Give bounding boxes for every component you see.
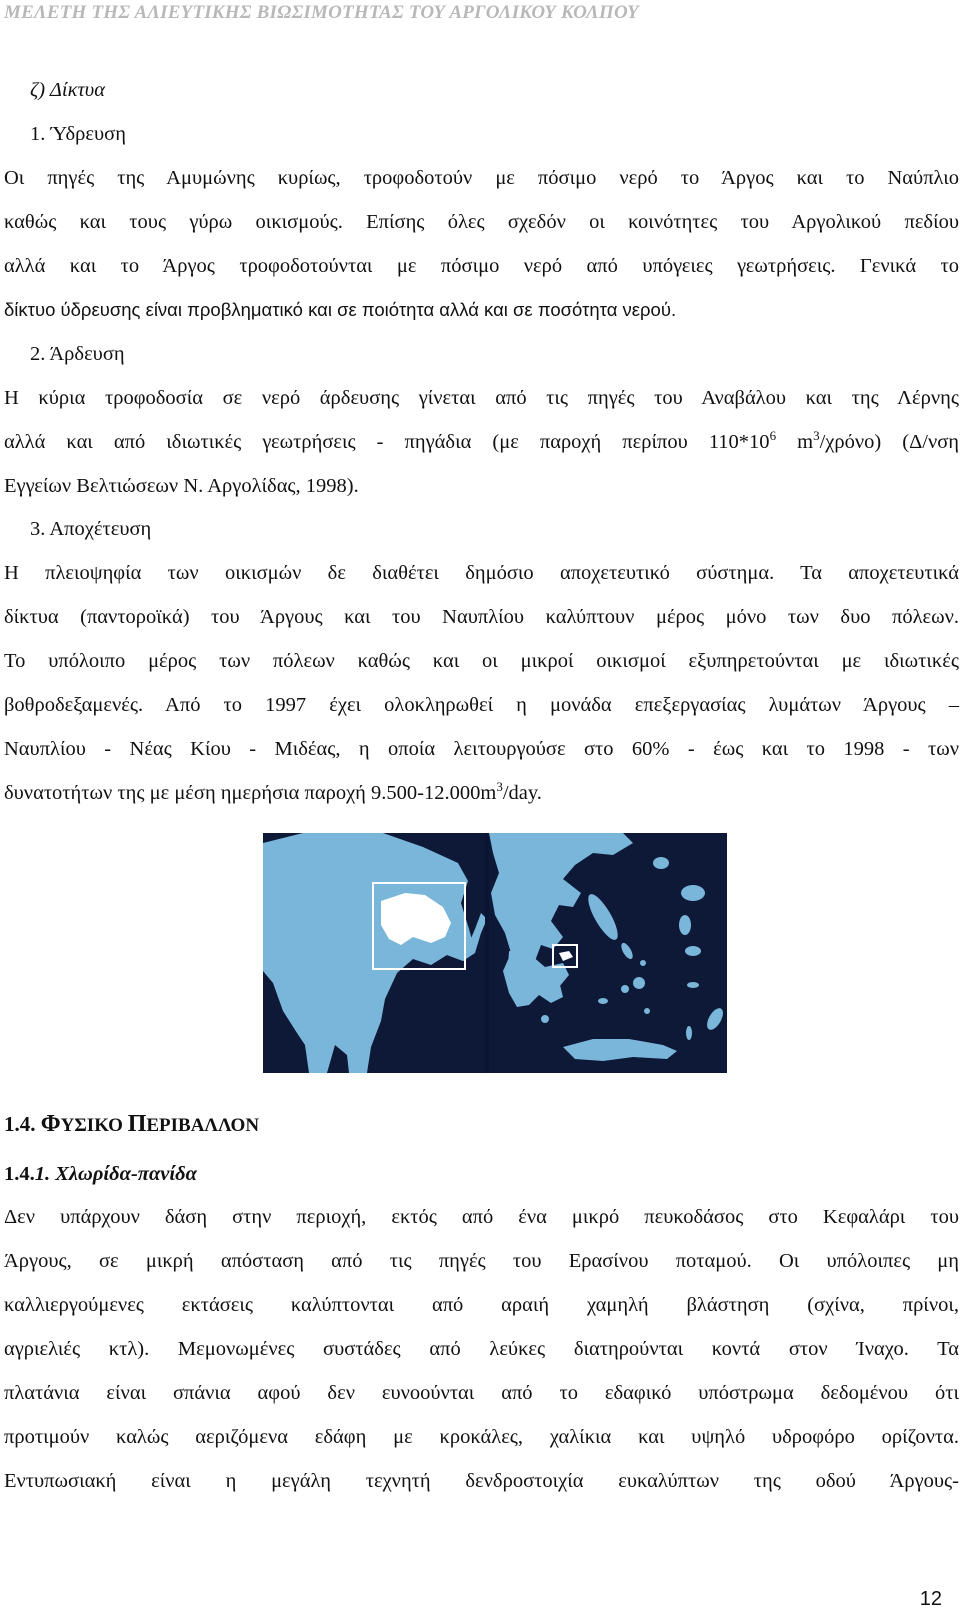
section-title: Χλωρίδα-πανίδα [50, 1163, 197, 1185]
paragraph-line: Ναυπλίου - Νέας Κίου - Μιδέας, η οποία λειτουργούσε στο 60% - έως και το 1998 - των [4, 738, 959, 760]
section-number: 1.4. [4, 1112, 36, 1136]
paragraph-line: δίκτυα (παντοροϊκά) του Άργους και του Ναυπλίου καλύπτουν μέρος μόνο των δυο πόλεων. [4, 606, 959, 628]
text-run: /χρόνο) (Δ/νση [819, 431, 959, 453]
superscript: 6 [769, 428, 777, 444]
item-title-sewerage: 3. Αποχέτευση [30, 518, 152, 540]
paragraph-line: αλλά και το Άργος τροφοδοτούνται με πόσιμο νερό από υπόγειες γεωτρήσεις. Γενικά το [4, 255, 959, 277]
paragraph-line: Η πλειοψηφία των οικισμών δε διαθέτει δημόσιο αποχετευτικό σύστημα. Τα αποχετευτικά [4, 562, 959, 584]
island-chios [679, 915, 691, 935]
island-milos [598, 998, 608, 1004]
paragraph-line: Οι πηγές της Αμυμώνης κυρίως, τροφοδοτούν με πόσιμο νερό το Άργος και το Ναύπλιο [4, 167, 959, 189]
text-run: /day. [502, 782, 542, 804]
page-number: 12 [919, 1588, 942, 1610]
paragraph-line: δίκτυο ύδρευσης είναι προβληματικό και σε ποιότητα αλλά και σε ποσότητα νερού. [4, 299, 677, 320]
item-title-irrigation: 2. Άρδευση [30, 343, 125, 365]
island-lesbos [681, 885, 705, 901]
island-limnos [653, 857, 669, 869]
text-run: m [776, 431, 814, 453]
paragraph-line: Η κύρια τροφοδοσία σε νερό άρδευσης γίνεται από τις πηγές του Αναβάλου και της Λέρνης [4, 387, 959, 409]
location-map-figure [263, 833, 727, 1073]
paragraph-line-with-superscripts [4, 428, 959, 456]
title-capital: Φ [40, 1111, 61, 1137]
title-smallcaps: ΥΣΙΚΟ [60, 1115, 128, 1136]
paragraph-line: προτιμούν καλώς αεριζόμενα εδάφη με κροκάλες, χαλίκια και υψηλό υδροφόρο ορίζοντα. [4, 1426, 959, 1448]
paragraph-line: καλλιεργούμενες εκτάσεις καλύπτονται από αραιή χαμηλή βλάστηση (σχίνα, πρίνοι, [4, 1294, 959, 1316]
island-paros [621, 985, 629, 993]
section-heading-1-4 [4, 1110, 959, 1140]
location-map [263, 833, 727, 1073]
paragraph-line: βοθροδεξαμενές. Από το 1997 έχει ολοκληρωθεί η μονάδα επεξεργασίας λυμάτων Άργους – [4, 694, 959, 716]
paragraph-line: πλατάνια είναι σπάνια αφού δεν ευνοούνται από το εδαφικό υπόστρωμα δεδομένου ότι [4, 1382, 959, 1404]
paragraph-line-with-superscript [4, 779, 959, 807]
island-kythira [541, 1015, 549, 1023]
paragraph-line: Εντυπωσιακή είναι η μεγάλη τεχνητή δενδροστοιχία ευκαλύπτων της οδού Άργους- [4, 1470, 959, 1492]
text-run: δυνατοτήτων της με μέση ημερήσια παροχή 9.500-12.000m [4, 782, 497, 804]
running-header: ΜΕΛΕΤΗ ΤΗΣ ΑΛΙΕΥΤΙΚΗΣ ΒΙΩΣΙΜΟΤΗΤΑΣ ΤΟΥ ΑΡΓΟΛΙΚΟΥ ΚΟΛΠΟΥ [4, 2, 639, 23]
island-santorini [644, 1008, 650, 1014]
section-heading-1-4-1 [4, 1160, 959, 1188]
section-number-italic: 1. [34, 1163, 51, 1185]
superscript: 3 [496, 779, 503, 795]
paragraph-line: καθώς και τους γύρω οικισμούς. Επίσης όλες σχεδόν οι κοινότητες του Αργολικού πεδίου [4, 211, 959, 233]
superscript: 3 [813, 428, 820, 444]
island-karpathos [686, 1026, 692, 1040]
island-naxos [633, 977, 645, 989]
subsection-title: ζ) Δίκτυα [30, 79, 105, 101]
paragraph-line: αγριελιές κτλ). Μεμονωμένες συστάδες από λεύκες διατηρούνται κοντά στον Ίναχο. Τα [4, 1338, 959, 1360]
section-number: 1.4. [4, 1163, 35, 1185]
text-run: αλλά και από ιδιωτικές γεωτρήσεις - πηγάδια (με παροχή περίπου 110*10 [4, 431, 770, 453]
island-kos [687, 982, 699, 988]
island-mykonos [640, 960, 646, 966]
island-samos [685, 946, 701, 956]
item-title-water-supply: 1. Ύδρευση [30, 123, 126, 145]
title-smallcaps: ΕΡΙΒΑΛΛΟΝ [146, 1115, 260, 1136]
title-capital: Π [127, 1111, 147, 1137]
panel-divider [485, 833, 489, 1073]
paragraph-line: Δεν υπάρχουν δάση στην περιοχή, εκτός από ένα μικρό πευκοδάσος στο Κεφαλάρι του [4, 1206, 959, 1228]
paragraph-line: Το υπόλοιπο μέρος των πόλεων καθώς και οι μικροί οικισμοί εξυπηρετούνται με ιδιωτικές [4, 650, 959, 672]
paragraph-line: Άργους, σε μικρή απόσταση από τις πηγές του Ερασίνου ποταμού. Οι υπόλοιπες μη [4, 1250, 959, 1272]
paragraph-line: Εγγείων Βελτιώσεων Ν. Αργολίδας, 1998). [4, 475, 359, 497]
